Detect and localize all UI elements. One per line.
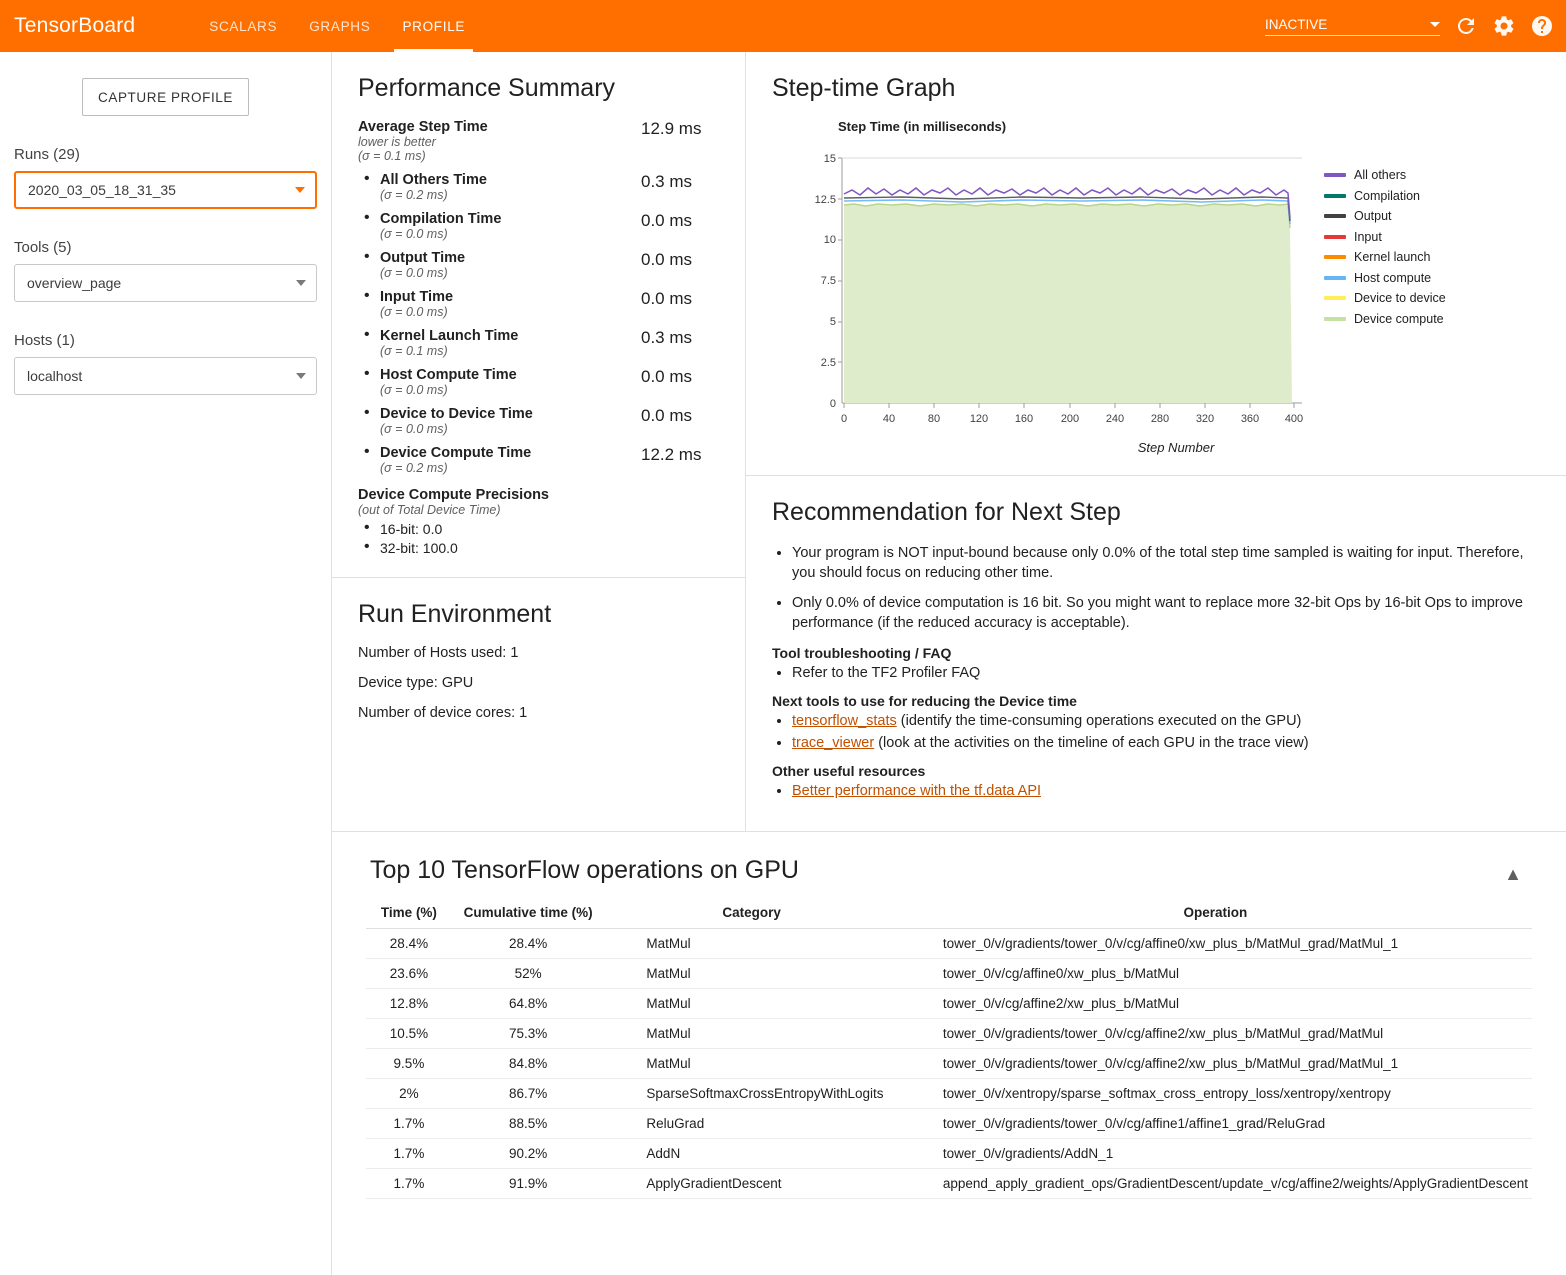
device-compute-precisions-subtitle: (out of Total Device Time): [358, 503, 501, 517]
legend-swatch: [1324, 276, 1346, 280]
legend-item[interactable]: [1324, 291, 1446, 305]
runs-select[interactable]: [14, 171, 317, 209]
legend-swatch: [1324, 317, 1346, 321]
metric-value: 0.3 ms: [641, 328, 693, 347]
tensorflow-stats-desc: (identify the time-consuming operations executed on the GPU): [896, 713, 1302, 729]
settings-icon[interactable]: [1492, 14, 1516, 38]
trace-viewer-desc: (look at the activities on the timeline of each GPU in the trace view): [874, 735, 1309, 751]
other-resources-heading: Other useful resources: [772, 763, 926, 779]
chevron-down-icon: [296, 373, 306, 379]
table-row: [366, 929, 1532, 959]
metric-stdev: (σ = 0.1 ms): [380, 344, 448, 358]
cell-operation: tower_0/v/gradients/tower_0/v/cg/affine2/xw_plus_b/MatMul_grad/MatMul: [903, 1019, 1532, 1049]
svg-text:7.5: 7.5: [820, 275, 836, 287]
table-row: [366, 1019, 1532, 1049]
legend-item[interactable]: [1324, 168, 1446, 182]
svg-text:120: 120: [969, 413, 989, 425]
cell-operation: tower_0/v/cg/affine2/xw_plus_b/MatMul: [903, 989, 1532, 1019]
metric-value: 0.0 ms: [641, 211, 693, 230]
svg-text:12.5: 12.5: [814, 194, 836, 206]
run-status-value: INACTIVE: [1265, 16, 1328, 32]
legend-swatch: [1324, 255, 1346, 259]
column-header-operation: Operation: [903, 899, 1532, 929]
svg-text:280: 280: [1150, 413, 1170, 425]
tools-label: Tools (5): [14, 239, 72, 256]
step-time-plot: [782, 138, 1312, 438]
legend-label: Device to device: [1354, 291, 1446, 305]
legend-swatch: [1324, 235, 1346, 239]
average-step-time-value: 12.9 ms: [641, 119, 702, 138]
legend-item[interactable]: [1324, 209, 1446, 223]
tools-select-value: overview_page: [27, 275, 122, 291]
cell-time: 9.5%: [366, 1049, 452, 1079]
legend-swatch: [1324, 296, 1346, 300]
next-tools-heading: Next tools to use for reducing the Device time: [772, 693, 1077, 709]
cell-operation: tower_0/v/gradients/tower_0/v/cg/affine2/xw_plus_b/MatMul_grad/MatMul_1: [903, 1049, 1532, 1079]
cell-cumulative: 52%: [452, 959, 605, 989]
top-operations-title: Top 10 TensorFlow operations on GPU: [370, 856, 799, 884]
cell-cumulative: 84.8%: [452, 1049, 605, 1079]
table-row: [366, 989, 1532, 1019]
chart-x-axis-label: Step Number: [1137, 440, 1215, 455]
capture-profile-button[interactable]: CAPTURE PROFILE: [82, 78, 249, 116]
cell-operation: tower_0/v/gradients/AddN_1: [903, 1139, 1532, 1169]
performance-summary-title: Performance Summary: [358, 74, 616, 102]
svg-text:320: 320: [1195, 413, 1215, 425]
cell-cumulative: 86.7%: [452, 1079, 605, 1109]
metric-stdev: (σ = 0.0 ms): [380, 383, 448, 397]
legend-item[interactable]: [1324, 189, 1446, 203]
table-row: [366, 1079, 1532, 1109]
average-step-time-label: Average Step Time: [358, 119, 488, 135]
svg-text:5: 5: [829, 316, 836, 328]
cell-time: 1.7%: [366, 1109, 452, 1139]
list-item: [358, 406, 719, 436]
metric-label: • Device Compute Time: [380, 445, 532, 461]
cell-time: 1.7%: [366, 1169, 452, 1199]
metric-label: • Input Time: [380, 289, 454, 305]
step-time-chart: [772, 134, 1540, 438]
cell-cumulative: 90.2%: [452, 1139, 605, 1169]
metric-value: 0.0 ms: [641, 250, 693, 269]
runs-select-value: 2020_03_05_18_31_35: [28, 182, 176, 198]
svg-text:80: 80: [927, 413, 941, 425]
list-item: [358, 328, 719, 358]
tf-data-api-link[interactable]: Better performance with the tf.data API: [792, 783, 1042, 799]
table-header-row: [366, 899, 1532, 929]
sidebar: [0, 52, 332, 1275]
metric-value: 0.0 ms: [641, 367, 693, 386]
trace-viewer-link[interactable]: trace_viewer: [792, 735, 875, 751]
tensorflow-stats-link[interactable]: tensorflow_stats: [792, 713, 897, 729]
cell-time: 12.8%: [366, 989, 452, 1019]
legend-label: All others: [1354, 168, 1407, 182]
top-bar-actions: [1265, 0, 1554, 52]
cell-category: ReluGrad: [604, 1109, 902, 1139]
list-item: [358, 289, 719, 319]
cell-category: MatMul: [604, 989, 902, 1019]
cell-cumulative: 64.8%: [452, 989, 605, 1019]
app-brand: TensorBoard: [14, 14, 136, 37]
legend-label: Input: [1354, 229, 1382, 244]
svg-text:40: 40: [882, 413, 896, 425]
cell-operation: tower_0/v/gradients/tower_0/v/cg/affine1/affine1_grad/ReluGrad: [903, 1109, 1532, 1139]
cell-category: MatMul: [604, 1019, 902, 1049]
cell-time: 28.4%: [366, 929, 452, 959]
hosts-select-value: localhost: [27, 368, 83, 384]
svg-text:0: 0: [829, 398, 836, 410]
metric-stdev: (σ = 0.0 ms): [380, 305, 448, 319]
hosts-select[interactable]: [14, 357, 317, 395]
tab-scalars[interactable]: SCALARS: [209, 18, 278, 34]
legend-label: Kernel launch: [1354, 250, 1431, 264]
cell-cumulative: 75.3%: [452, 1019, 605, 1049]
cell-time: 23.6%: [366, 959, 452, 989]
average-step-time-row: [358, 119, 719, 163]
list-item: • Refer to the TF2 Profiler FAQ: [792, 663, 1540, 683]
top-operations-table: [366, 899, 1532, 1199]
run-environment-line: Number of device cores: 1: [358, 705, 528, 721]
cell-category: SparseSoftmaxCrossEntropyWithLogits: [604, 1079, 902, 1109]
table-row: [366, 959, 1532, 989]
cell-operation: tower_0/v/xentropy/sparse_softmax_cross_entropy_loss/xentropy/xentropy: [903, 1079, 1532, 1109]
chart-legend: [1312, 138, 1446, 438]
list-item: [358, 367, 719, 397]
run-environment-line: Device type: GPU: [358, 675, 474, 691]
run-environment-card: [332, 578, 745, 753]
step-time-graph-title: Step-time Graph: [772, 74, 956, 102]
table-row: [366, 1169, 1532, 1199]
recommendation-list: [772, 543, 1540, 633]
device-compute-precisions-list: [358, 521, 719, 556]
column-header-time: Time (%): [366, 899, 452, 929]
cell-cumulative: 88.5%: [452, 1109, 605, 1139]
tab-graphs[interactable]: GRAPHS: [309, 18, 371, 34]
list-item: [792, 711, 1540, 731]
column-header-cumulative: Cumulative time (%): [452, 899, 605, 929]
tools-select[interactable]: [14, 264, 317, 302]
right-column: [746, 52, 1566, 831]
cell-category: MatMul: [604, 929, 902, 959]
metric-label: • Device to Device Time: [380, 406, 533, 422]
help-icon[interactable]: [1530, 14, 1554, 38]
metric-label: • Output Time: [380, 250, 466, 266]
other-resources-list: [772, 781, 1540, 801]
svg-text:160: 160: [1014, 413, 1034, 425]
app-body: [0, 52, 1566, 1275]
metric-stdev: (σ = 0.2 ms): [380, 188, 448, 202]
main-nav-tabs: [193, 0, 481, 52]
chevron-down-icon: [295, 187, 305, 193]
column-header-category: Category: [604, 899, 902, 929]
legend-swatch: [1324, 173, 1346, 177]
list-item: • Only 0.0% of device computation is 16 bit. So you might want to replace more 32-bit Ops by 16-bit Ops to improve performance (if the reduced accuracy is acceptable).: [792, 593, 1540, 633]
list-item: • Your program is NOT input-bound because only 0.0% of the total step time sampled is waiting for input. Therefore, you should focus on reducing other time.: [792, 543, 1540, 583]
performance-summary-card: [332, 52, 745, 577]
top-operations-card: [332, 831, 1566, 1199]
legend-label: Compilation: [1354, 188, 1421, 203]
metric-label: • All Others Time: [380, 172, 487, 188]
cell-cumulative: 91.9%: [452, 1169, 605, 1199]
chevron-up-icon[interactable]: ▲: [1494, 860, 1532, 889]
legend-item[interactable]: [1324, 230, 1446, 244]
cell-time: 1.7%: [366, 1139, 452, 1169]
legend-label: Host compute: [1354, 270, 1432, 285]
list-item: [358, 172, 719, 202]
legend-label: Device compute: [1354, 311, 1444, 326]
device-compute-precisions-title: Device Compute Precisions: [358, 487, 549, 503]
legend-item[interactable]: [1324, 250, 1446, 264]
list-item: • 32-bit: 100.0: [358, 540, 719, 556]
cell-category: MatMul: [604, 959, 902, 989]
chevron-down-icon: [296, 280, 306, 286]
cell-category: ApplyGradientDescent: [604, 1169, 902, 1199]
left-column: [332, 52, 746, 831]
table-row: [366, 1139, 1532, 1169]
tab-profile[interactable]: PROFILE: [386, 0, 481, 52]
list-item: [792, 781, 1540, 801]
chevron-down-icon: [1430, 22, 1440, 27]
metric-value: 0.0 ms: [641, 406, 693, 425]
metric-label: • Host Compute Time: [380, 367, 517, 383]
list-item: [358, 250, 719, 280]
list-item: • 16-bit: 0.0: [358, 521, 719, 537]
cell-cumulative: 28.4%: [452, 929, 605, 959]
average-step-time-hint: lower is better: [358, 135, 436, 149]
performance-breakdown-list: [358, 172, 719, 475]
cell-category: AddN: [604, 1139, 902, 1169]
recommendation-card: [746, 476, 1566, 831]
average-step-time-stdev: (σ = 0.1 ms): [358, 149, 426, 163]
cell-time: 10.5%: [366, 1019, 452, 1049]
chart-title: Step Time (in milliseconds): [838, 119, 1007, 134]
hosts-label: Hosts (1): [14, 332, 75, 349]
metric-stdev: (σ = 0.2 ms): [380, 461, 448, 475]
legend-swatch: [1324, 194, 1346, 198]
refresh-icon[interactable]: [1454, 14, 1478, 38]
faq-list: [772, 663, 1540, 683]
list-item: [792, 733, 1540, 753]
svg-text:10: 10: [823, 234, 836, 246]
metric-stdev: (σ = 0.0 ms): [380, 422, 448, 436]
svg-text:2.5: 2.5: [820, 357, 836, 369]
svg-text:400: 400: [1284, 413, 1304, 425]
table-row: [366, 1049, 1532, 1079]
run-environment-title: Run Environment: [358, 600, 552, 628]
legend-swatch: [1324, 214, 1346, 218]
step-time-graph-card: [746, 52, 1566, 475]
legend-item[interactable]: [1324, 271, 1446, 285]
top-app-bar: [0, 0, 1566, 52]
table-row: [366, 1109, 1532, 1139]
metric-stdev: (σ = 0.0 ms): [380, 227, 448, 241]
metric-label: • Compilation Time: [380, 211, 502, 227]
legend-item[interactable]: [1324, 312, 1446, 326]
top-panels: [332, 52, 1566, 831]
list-item: [358, 211, 719, 241]
run-status-select[interactable]: [1265, 17, 1440, 36]
next-tools-list: [772, 711, 1540, 753]
metric-value: 0.3 ms: [641, 172, 693, 191]
svg-text:15: 15: [823, 153, 836, 165]
svg-text:240: 240: [1105, 413, 1125, 425]
cell-time: 2%: [366, 1079, 452, 1109]
legend-label: Output: [1354, 209, 1392, 223]
svg-text:360: 360: [1240, 413, 1260, 425]
cell-operation: append_apply_gradient_ops/GradientDescent/update_v/cg/affine2/weights/ApplyGradientDescent: [903, 1169, 1532, 1199]
main-content: [332, 52, 1566, 1275]
cell-operation: tower_0/v/cg/affine0/xw_plus_b/MatMul: [903, 959, 1532, 989]
cell-operation: tower_0/v/gradients/tower_0/v/cg/affine0/xw_plus_b/MatMul_grad/MatMul_1: [903, 929, 1532, 959]
run-environment-line: Number of Hosts used: 1: [358, 645, 519, 661]
recommendation-title: Recommendation for Next Step: [772, 498, 1121, 526]
metric-stdev: (σ = 0.0 ms): [380, 266, 448, 280]
cell-category: MatMul: [604, 1049, 902, 1079]
faq-heading: Tool troubleshooting / FAQ: [772, 645, 952, 661]
runs-label: Runs (29): [14, 146, 80, 163]
list-item: [358, 445, 719, 475]
top-operations-header: [366, 850, 1532, 899]
metric-value: 12.2 ms: [641, 445, 702, 464]
svg-text:200: 200: [1060, 413, 1080, 425]
svg-text:0: 0: [840, 413, 848, 425]
metric-value: 0.0 ms: [641, 289, 693, 308]
metric-label: • Kernel Launch Time: [380, 328, 519, 344]
